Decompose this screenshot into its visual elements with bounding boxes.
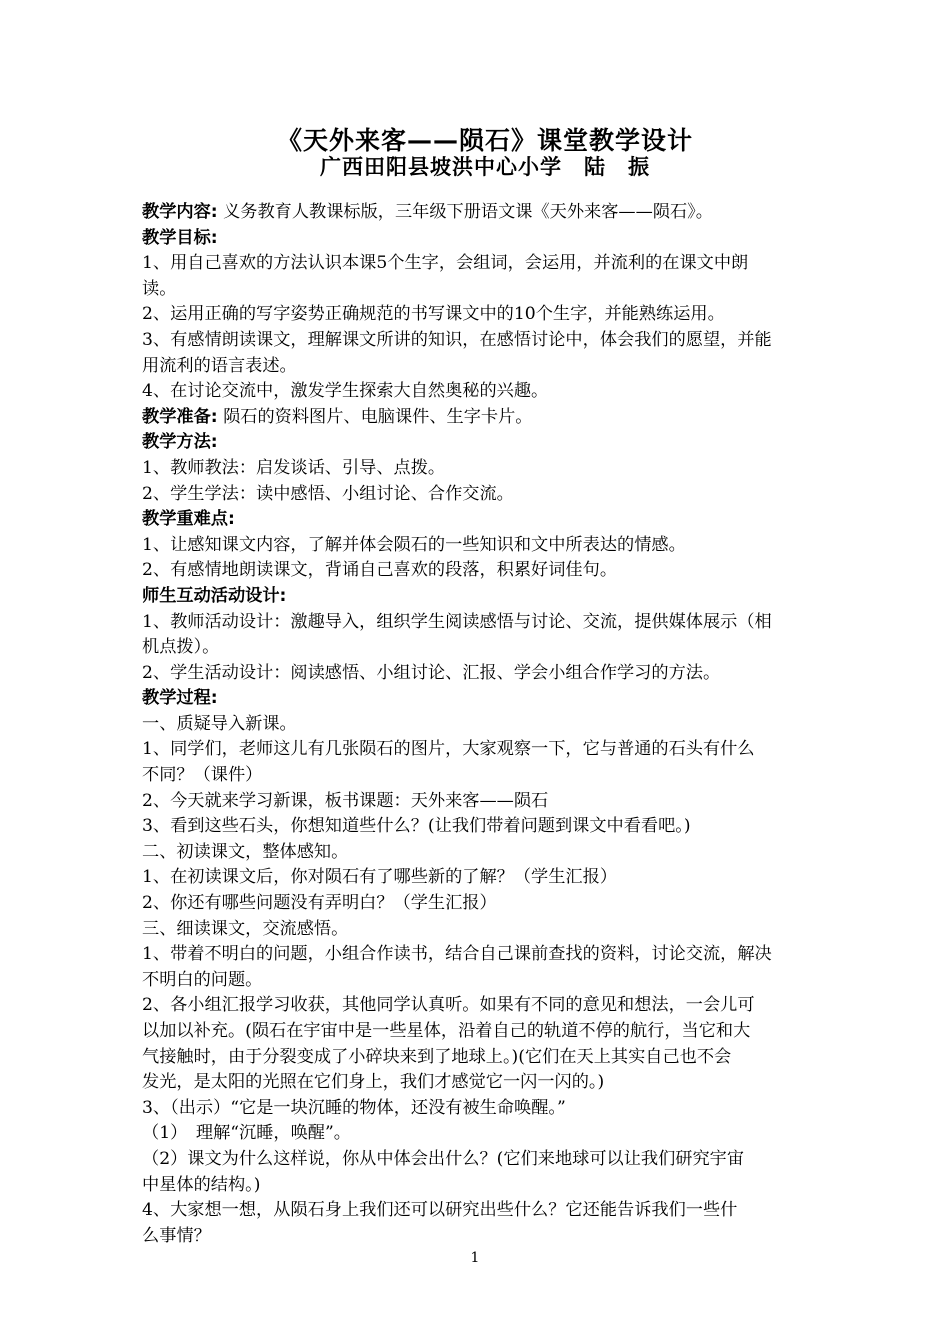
text-line xyxy=(142,1147,810,1173)
text-line xyxy=(142,277,810,303)
section-label: 教学过程: xyxy=(142,688,218,709)
line-text: 一、质疑导入新课。 xyxy=(142,713,297,734)
line-text: 机点拨）。 xyxy=(142,637,220,658)
text-line xyxy=(142,712,810,738)
line-text: 4、在讨论交流中，激发学生探索大自然奥秘的兴趣。 xyxy=(142,381,549,402)
line-text: 1、在初读课文后，你对陨石有了哪些新的了解？（学生汇报） xyxy=(142,867,618,888)
text-line xyxy=(142,430,810,456)
text-line xyxy=(142,507,810,533)
text-line xyxy=(142,814,810,840)
line-text: 2、有感情地朗读课文，背诵自己喜欢的段落，积累好词佳句。 xyxy=(142,560,618,581)
text-line xyxy=(142,917,810,943)
line-text: 3、看到这些石头，你想知道些什么？(让我们带着问题到课文中看看吧。) xyxy=(142,816,691,837)
text-line xyxy=(142,533,810,559)
text-line xyxy=(142,200,810,226)
section-label: 教学重难点: xyxy=(142,509,235,530)
text-line xyxy=(142,968,810,994)
text-line xyxy=(142,661,810,687)
line-text: 4、大家想一想，从陨石身上我们还可以研究出些什么？它还能告诉我们一些什 xyxy=(142,1200,738,1221)
section-label: 教学准备: xyxy=(142,406,218,427)
text-line xyxy=(142,558,810,584)
text-line xyxy=(142,302,810,328)
line-text: 3、（出示）“它是一块沉睡的物体，还没有被生命唤醒。” xyxy=(142,1097,566,1118)
line-text: 1、教师活动设计：激趣导入，组织学生阅读感悟与讨论、交流，提供媒体展示（相 xyxy=(142,611,772,632)
line-text: 不同？（课件） xyxy=(142,765,263,786)
text-line xyxy=(142,840,810,866)
line-text: 三、细读课文，交流感悟。 xyxy=(142,918,349,939)
line-text: 1、带着不明白的问题，小组合作读书，结合自己课前查找的资料，讨论交流，解决 xyxy=(142,944,772,965)
line-text: 2、学生学法：读中感悟、小组讨论、合作交流。 xyxy=(142,483,514,504)
text-line xyxy=(142,1224,810,1250)
line-text: 2、运用正确的写字姿势正确规范的书写课文中的10个生字，并能熟练运用。 xyxy=(142,304,725,325)
text-line xyxy=(142,942,810,968)
line-text: 2、今天就来学习新课，板书课题：天外来客——陨石 xyxy=(142,790,549,811)
text-line xyxy=(142,251,810,277)
line-text: 不明白的问题。 xyxy=(142,969,263,990)
text-line xyxy=(142,737,810,763)
line-text: 2、学生活动设计：阅读感悟、小组讨论、汇报、学会小组合作学习的方法。 xyxy=(142,662,721,683)
section-label: 教学目标: xyxy=(142,227,218,248)
author-line: 广西田阳县坡洪中心小学 陆 振 xyxy=(320,155,650,179)
text-line xyxy=(142,635,810,661)
section-label: 师生互动活动设计: xyxy=(142,585,287,606)
line-text: 发光，是太阳的光照在它们身上，我们才感觉它一闪一闪的。) xyxy=(142,1072,605,1093)
line-text: 1、让感知课文内容，了解并体会陨石的一些知识和文中所表达的情感。 xyxy=(142,534,686,555)
page-number: 1 xyxy=(470,1250,480,1266)
line-text: 1、用自己喜欢的方法认识本课5个生字，会组词，会运用，并流利的在课文中朗 xyxy=(142,253,749,274)
text-line xyxy=(142,1045,810,1071)
text-line xyxy=(142,328,810,354)
text-line xyxy=(142,1173,810,1199)
document-body xyxy=(142,200,810,1249)
line-text: （1） 理解“沉睡，唤醒”。 xyxy=(142,1123,351,1144)
line-text: 以加以补充。(陨石在宇宙中是一些星体，沿着自己的轨道不停的航行，当它和大 xyxy=(142,1021,751,1041)
text-line xyxy=(142,891,810,917)
text-line xyxy=(142,1121,810,1147)
text-line xyxy=(142,865,810,891)
text-line xyxy=(142,1070,810,1096)
document-title: 《天外来客——陨石》课堂教学设计 xyxy=(276,126,693,155)
line-text: 气接触时，由于分裂变成了小碎块来到了地球上。)(它们在天上其实自己也不会 xyxy=(142,1046,732,1067)
text-line xyxy=(142,354,810,380)
text-line xyxy=(142,1019,810,1045)
line-text: 二、初读课文，整体感知。 xyxy=(142,841,349,862)
line-text: 2、你还有哪些问题没有弄明白？（学生汇报） xyxy=(142,893,497,914)
text-line xyxy=(142,226,810,252)
line-text: 1、教师教法：启发谈话、引导、点拨。 xyxy=(142,457,446,478)
text-line xyxy=(142,405,810,431)
text-line xyxy=(142,482,810,508)
line-text: （2）课文为什么这样说，你从中体会出什么？(它们来地球可以让我们研究宇宙 xyxy=(142,1148,745,1169)
line-text: 陨石的资料图片、电脑课件、生字卡片。 xyxy=(217,406,533,427)
text-line xyxy=(142,763,810,789)
line-text: 么事情？ xyxy=(142,1225,211,1246)
text-line xyxy=(142,993,810,1019)
line-text: 中星体的结构。) xyxy=(142,1174,261,1195)
line-text: 2、各小组汇报学习收获，其他同学认真听。如果有不同的意见和想法，一会儿可 xyxy=(142,995,755,1016)
line-text: 读。 xyxy=(142,278,177,299)
text-line xyxy=(142,1096,810,1122)
text-line xyxy=(142,686,810,712)
text-line xyxy=(142,610,810,636)
text-line xyxy=(142,584,810,610)
line-text: 义务教育人教课标版，三年级下册语文课《天外来客——陨石》。 xyxy=(217,202,713,222)
line-text: 用流利的语言表述。 xyxy=(142,355,297,376)
text-line xyxy=(142,1198,810,1224)
line-text: 1、同学们，老师这儿有几张陨石的图片，大家观察一下，它与普通的石头有什么 xyxy=(142,739,755,760)
section-label: 教学内容: xyxy=(142,202,218,222)
line-text: 3、有感情朗读课文，理解课文所讲的知识，在感悟讨论中，体会我们的愿望，并能 xyxy=(142,329,772,350)
text-line xyxy=(142,379,810,405)
section-label: 教学方法: xyxy=(142,432,218,453)
text-line xyxy=(142,789,810,815)
text-line xyxy=(142,456,810,482)
